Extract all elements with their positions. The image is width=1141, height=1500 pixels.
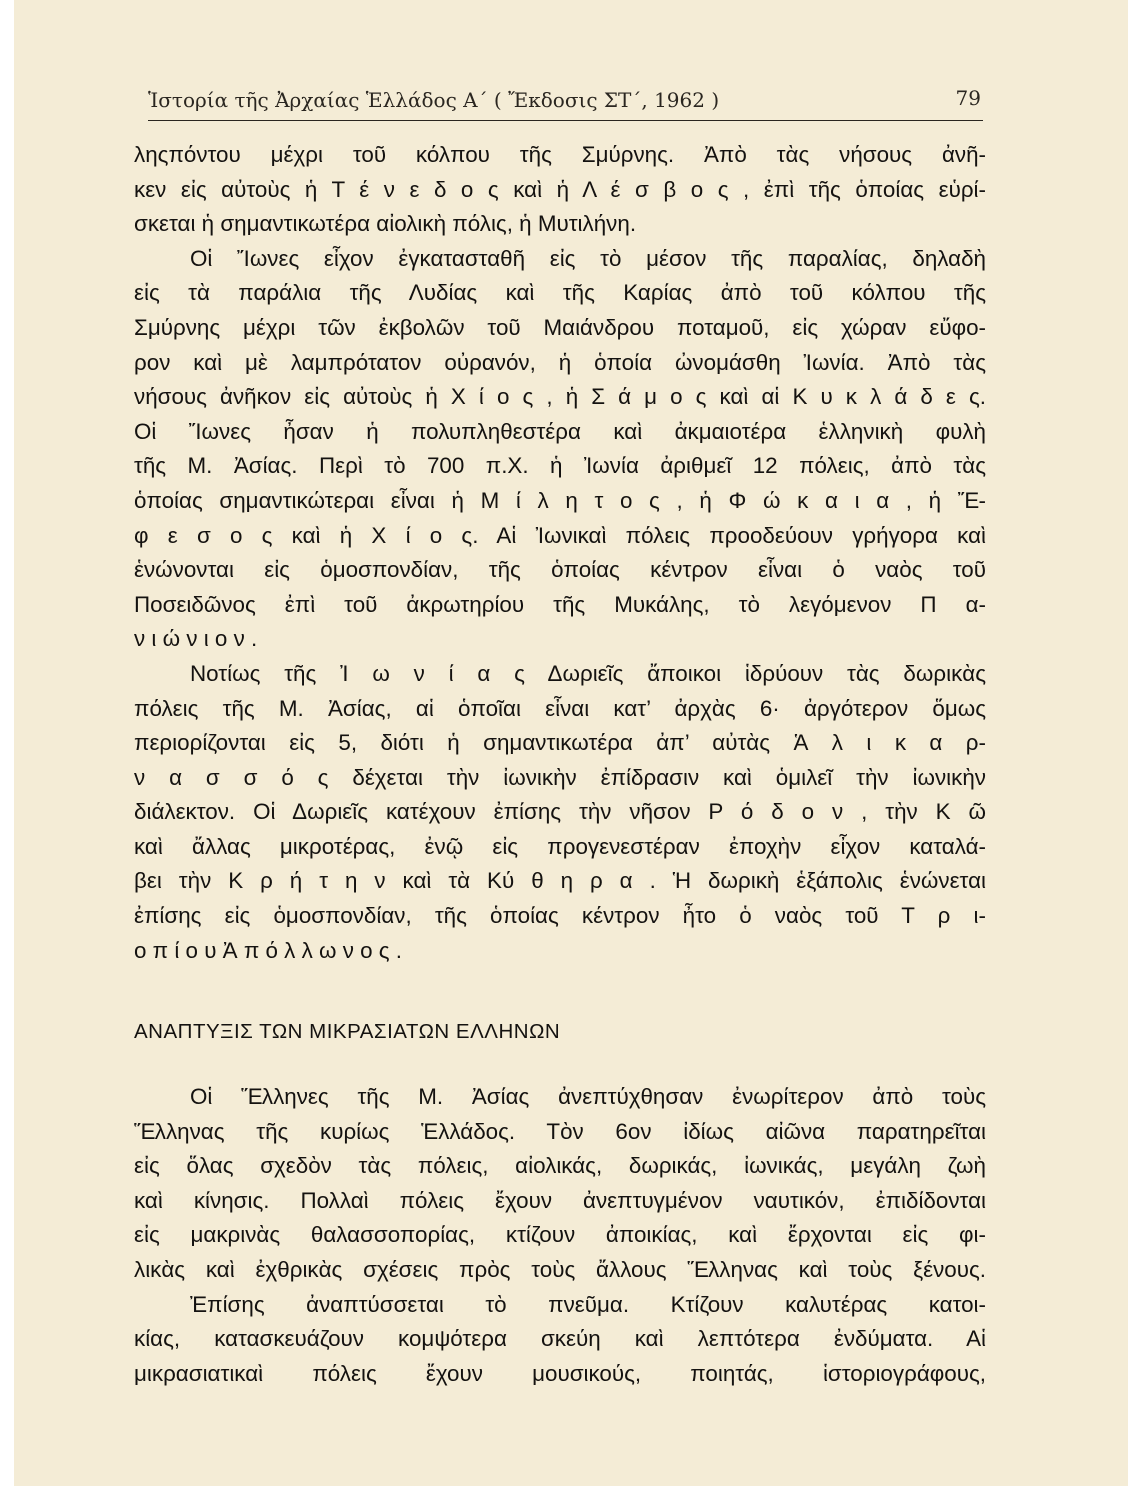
text-line: εἰς τὰ παράλια τῆς Λυδίας καὶ τῆς Καρίας ἀπὸ τοῦ κόλπου τῆς: [134, 280, 986, 306]
text-line: ν α σ σ ό ς δέχεται τὴν ἰωνικὴν ἐπίδρασιν καὶ ὁμιλεῖ τὴν ἰωνικὴν: [134, 764, 986, 790]
text-line: κεν εἰς αὐτοὺς ἡ Τ έ ν ε δ ο ς καὶ ἡ Λ έ σ β ο ς , ἐπὶ τῆς ὁποίας εὑρί-: [134, 176, 986, 202]
text-line: ὁποίας σημαντικώτεραι εἶναι ἡ Μ ί λ η τ ο ς , ἡ Φ ώ κ α ι α , ἡ Ἔ-: [134, 487, 986, 513]
text-line: Σμύρνης μέχρι τῶν ἐκβολῶν τοῦ Μαιάνδρου ποταμοῦ, εἰς χώραν εὔφο-: [134, 314, 986, 340]
running-title: Ἱστορία τῆς Ἀρχαίας Ἑλλάδος Α΄ ( Ἔκδοσις ΣΤ΄, 1962 ): [148, 88, 720, 112]
text-block-top: [134, 138, 986, 968]
text-block-bottom: [134, 1080, 986, 1391]
section-heading: ΑΝΑΠΤΥΞΙΣ ΤΩΝ ΜΙΚΡΑΣΙΑΤΩΝ ΕΛΛΗΝΩΝ: [134, 1020, 561, 1043]
text-line: ἐπίσης εἰς ὁμοσπονδίαν, τῆς ὁποίας κέντρον ἦτο ὁ ναὸς τοῦ Τ ρ ι-: [134, 903, 986, 929]
text-line: Ἐπίσης ἀναπτύσσεται τὸ πνεῦμα. Κτίζουν καλυτέρας κατοι-: [190, 1291, 986, 1317]
text-line: πόλεις τῆς Μ. Ἀσίας, αἱ ὁποῖαι εἶναι κατ’ ἀρχὰς 6· ἀργότερον ὅμως: [134, 695, 986, 721]
text-line: τῆς Μ. Ἀσίας. Περὶ τὸ 700 π.Χ. ἡ Ἰωνία ἀριθμεῖ 12 πόλεις, ἀπὸ τὰς: [134, 453, 986, 479]
text-line: ρον καὶ μὲ λαμπρότατον οὐρανόν, ἡ ὁποία ὠνομάσθη Ἰωνία. Ἀπὸ τὰς: [134, 349, 986, 375]
page-header: [148, 80, 983, 121]
text-line: ληςπόντου μέχρι τοῦ κόλπου τῆς Σμύρνης. Ἀπὸ τὰς νήσους ἀνῆ-: [134, 142, 986, 167]
text-line: Ἕλληνας τῆς κυρίως Ἑλλάδος. Τὸν 6ον ἰδίως αἰῶνα παρατηρεῖται: [134, 1118, 986, 1144]
text-line: σκεται ἡ σημαντικωτέρα αἰολικὴ πόλις, ἡ Μυτιλήνη.: [134, 211, 637, 237]
text-line: ἑνώνονται εἰς ὁμοσπονδίαν, τῆς ὁποίας κέντρον εἶναι ὁ ναὸς τοῦ: [134, 557, 986, 583]
text-line: Οἱ Ἴωνες ἦσαν ἡ πολυπληθεστέρα καὶ ἀκμαιοτέρα ἑλληνικὴ φυλὴ: [134, 418, 986, 444]
text-line: Ποσειδῶνος ἐπὶ τοῦ ἀκρωτηρίου τῆς Μυκάλης, τὸ λεγόμενον Π α-: [134, 591, 986, 617]
text-line: μικρασιατικαὶ πόλεις ἔχουν μουσικούς, ποιητάς, ἱστοριογράφους,: [134, 1360, 986, 1386]
text-line: εἰς ὅλας σχεδὸν τὰς πόλεις, αἰολικάς, δωρικάς, ἰωνικάς, μεγάλη ζωὴ: [134, 1153, 986, 1179]
text-line: Νοτίως τῆς Ἰ ω ν ί α ς Δωριεῖς ἄποικοι ἱδρύουν τὰς δωρικὰς: [190, 660, 986, 686]
text-line: Οἱ Ἴωνες εἶχον ἐγκατασταθῆ εἰς τὸ μέσον τῆς παραλίας, δηλαδὴ: [190, 245, 986, 271]
page-number: 79: [955, 86, 981, 110]
text-line: διάλεκτον. Οἱ Δωριεῖς κατέχουν ἐπίσης τὴν νῆσον Ρ ό δ ο ν , τὴν Κ ῶ: [134, 799, 986, 825]
text-line: Οἱ Ἕλληνες τῆς Μ. Ἀσίας ἀνεπτύχθησαν ἐνωρίτερον ἀπὸ τοὺς: [190, 1084, 986, 1109]
text-line: νήσους ἀνῆκον εἰς αὐτοὺς ἡ Χ ί ο ς , ἡ Σ ά μ ο ς καὶ αἱ Κ υ κ λ ά δ ε ς.: [134, 384, 986, 410]
text-line: βει τὴν Κ ρ ή τ η ν καὶ τὰ Κύ θ η ρ α . Ἡ δωρικὴ ἑξάπολις ἑνώνεται: [134, 868, 986, 894]
text-line: καὶ κίνησις. Πολλαὶ πόλεις ἔχουν ἀνεπτυγμένον ναυτικόν, ἐπιδίδονται: [134, 1187, 986, 1213]
text-line: καὶ ἄλλας μικροτέρας, ἐνῷ εἰς προγενεστέραν ἐποχὴν εἶχον καταλά-: [134, 833, 986, 859]
text-line: ν ι ώ ν ι ο ν .: [134, 626, 258, 652]
text-line: εἰς μακρινὰς θαλασσοπορίας, κτίζουν ἀποικίας, καὶ ἔρχονται εἰς φι-: [134, 1222, 986, 1248]
text-line: φ ε σ ο ς καὶ ἡ Χ ί ο ς. Αἱ Ἰωνικαὶ πόλεις προοδεύουν γρήγορα καὶ: [134, 522, 986, 548]
text-line: ο π ί ο υ Ἀ π ό λ λ ω ν ο ς .: [134, 937, 403, 963]
text-line: περιορίζονται εἰς 5, διότι ἡ σημαντικωτέρα ἀπ’ αὐτὰς Ἁ λ ι κ α ρ-: [134, 730, 986, 756]
text-line: λικὰς καὶ ἐχθρικὰς σχέσεις πρὸς τοὺς ἄλλους Ἕλληνας καὶ τοὺς ξένους.: [134, 1256, 986, 1282]
text-line: κίας, κατασκευάζουν κομψότερα σκεύη καὶ λεπτότερα ἐνδύματα. Αἱ: [134, 1326, 986, 1352]
